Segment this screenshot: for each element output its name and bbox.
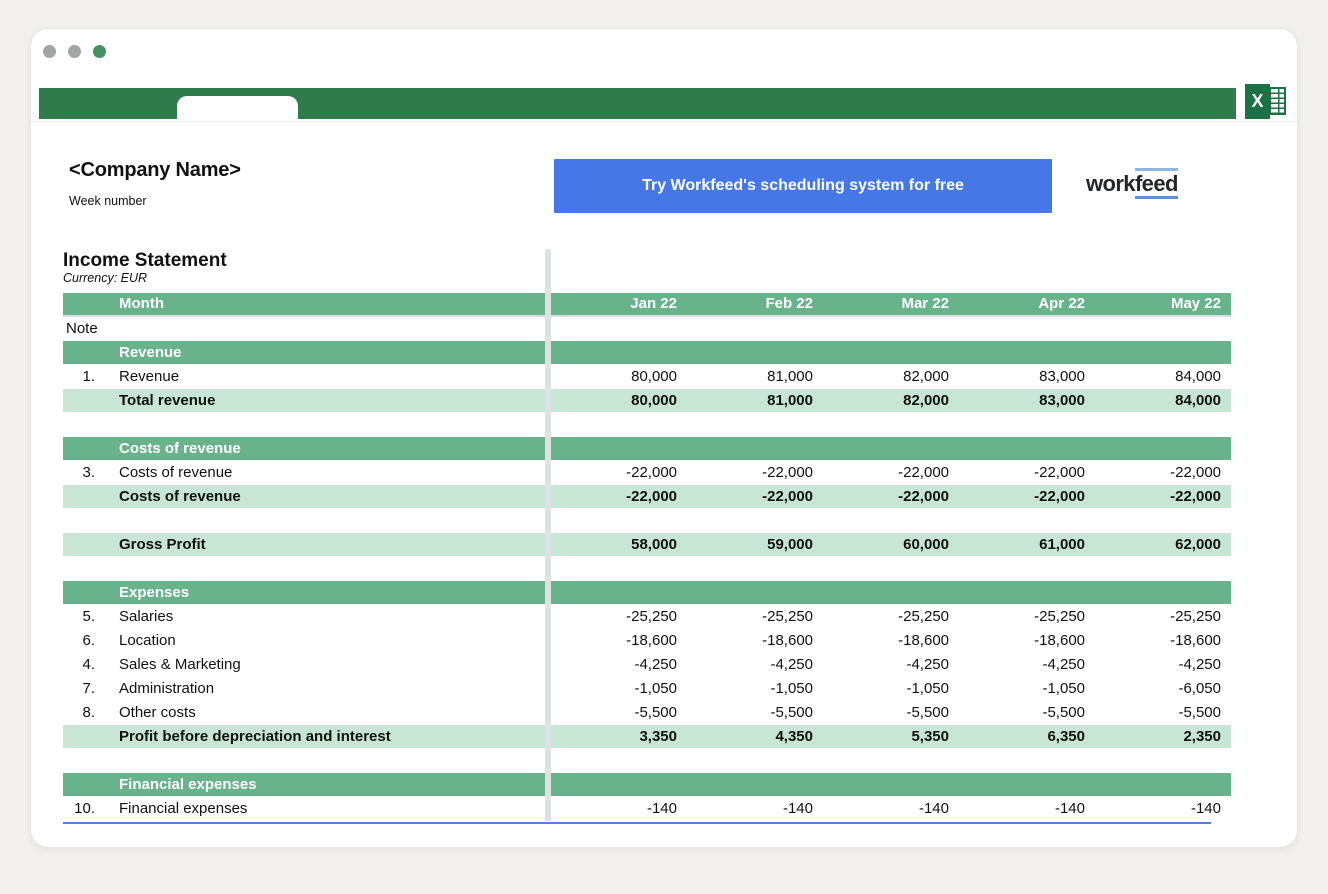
value-cell[interactable] [551, 317, 687, 341]
value-cell[interactable]: 83,000 [1039, 368, 1085, 386]
value-cell[interactable]: 82,000 [903, 391, 949, 409]
note-cell[interactable] [63, 773, 111, 796]
value-cell[interactable] [823, 317, 959, 341]
value-cell[interactable]: 83,000 [1039, 391, 1085, 409]
column-divider [545, 249, 551, 821]
value-cell[interactable]: -22,000 [762, 487, 813, 505]
value-cell[interactable] [823, 581, 959, 604]
value-cell[interactable]: -5,500 [1178, 704, 1221, 722]
week-number-label: Week number [69, 194, 147, 208]
value-cell[interactable] [959, 773, 1095, 796]
value-cell[interactable]: 60,000 [903, 535, 949, 553]
label-cell[interactable]: Location [119, 632, 176, 650]
value-cell[interactable]: -25,250 [762, 608, 813, 626]
item-row [63, 677, 1231, 701]
month-header-cell[interactable]: Apr 22 [1038, 295, 1085, 313]
value-cell[interactable]: 62,000 [1175, 535, 1221, 553]
value-cell[interactable] [1095, 437, 1231, 460]
value-cell[interactable]: -18,600 [898, 632, 949, 650]
window-control-dot[interactable] [43, 45, 56, 58]
label-cell[interactable]: Sales & Marketing [119, 656, 241, 674]
value-cell[interactable] [959, 341, 1095, 364]
value-cell[interactable]: -25,250 [626, 608, 677, 626]
value-cell[interactable] [551, 773, 687, 796]
value-cell[interactable]: -22,000 [1170, 464, 1221, 482]
value-cell[interactable]: -140 [646, 800, 677, 818]
sheet-tab[interactable] [177, 96, 298, 119]
note-cell[interactable] [63, 581, 111, 604]
value-cell[interactable] [687, 773, 823, 796]
value-cell[interactable]: -5,500 [634, 704, 677, 722]
value-cell[interactable]: -25,250 [1034, 608, 1085, 626]
item-row [63, 629, 1231, 653]
value-cell[interactable]: -6,050 [1178, 680, 1221, 698]
label-cell[interactable]: Salaries [119, 608, 174, 626]
value-cell[interactable]: -22,000 [626, 464, 677, 482]
label-cell[interactable]: Profit before depreciation and interest [119, 727, 391, 745]
sheet-title: Income Statement [63, 250, 227, 271]
note-cell[interactable]: 3. [82, 464, 95, 482]
value-cell[interactable]: 84,000 [1175, 368, 1221, 386]
selection-underline [63, 822, 1211, 824]
blank-row [63, 749, 1231, 773]
value-cell[interactable]: -25,250 [1170, 608, 1221, 626]
value-cell[interactable]: -22,000 [898, 464, 949, 482]
label-cell[interactable]: Revenue [119, 343, 182, 361]
value-cell[interactable]: 81,000 [767, 368, 813, 386]
value-cell[interactable] [1095, 581, 1231, 604]
value-cell[interactable]: 80,000 [631, 368, 677, 386]
value-cell[interactable]: 58,000 [631, 535, 677, 553]
value-cell[interactable]: -18,600 [762, 632, 813, 650]
note-cell[interactable] [63, 293, 111, 315]
month-header-cell[interactable]: Mar 22 [901, 295, 949, 313]
value-cell[interactable]: -4,250 [770, 656, 813, 674]
window-card [30, 28, 1298, 848]
blank-row [63, 557, 1231, 581]
value-cell[interactable]: -140 [782, 800, 813, 818]
note-cell[interactable]: 8. [82, 704, 95, 722]
item-row [63, 701, 1231, 725]
value-cell[interactable] [1095, 341, 1231, 364]
note-row [63, 317, 1231, 341]
section-row [63, 437, 1231, 461]
excel-x-icon: X [1245, 84, 1270, 119]
income-table [63, 293, 1231, 824]
value-cell[interactable] [551, 437, 687, 460]
value-cell[interactable]: 2,350 [1183, 727, 1221, 745]
excel-icon [1245, 84, 1286, 119]
chrome-divider [31, 121, 1297, 122]
note-header-cell[interactable]: Note [66, 320, 98, 338]
month-header-row [63, 293, 1231, 317]
value-cell[interactable]: -140 [918, 800, 949, 818]
label-cell[interactable]: Other costs [119, 704, 196, 722]
value-cell[interactable]: 59,000 [767, 535, 813, 553]
value-cell[interactable]: -1,050 [770, 680, 813, 698]
month-header-cell[interactable]: Month [119, 295, 164, 313]
month-header-cell[interactable]: May 22 [1170, 295, 1221, 313]
label-cell[interactable]: Costs of revenue [119, 439, 241, 457]
value-cell[interactable]: -140 [1054, 800, 1085, 818]
note-cell[interactable]: 10. [74, 800, 95, 818]
value-cell[interactable]: -22,000 [762, 464, 813, 482]
label-cell[interactable] [111, 317, 545, 341]
value-cell[interactable]: -22,000 [1170, 487, 1221, 505]
value-cell[interactable]: -1,050 [634, 680, 677, 698]
label-cell[interactable]: Total revenue [119, 391, 216, 409]
note-cell[interactable] [63, 341, 111, 364]
note-cell[interactable]: 7. [82, 680, 95, 698]
value-cell[interactable] [687, 581, 823, 604]
label-cell[interactable]: Costs of revenue [119, 487, 241, 505]
company-name: <Company Name> [69, 159, 241, 181]
window-control-dot[interactable] [68, 45, 81, 58]
value-cell[interactable] [551, 341, 687, 364]
value-cell[interactable]: -4,250 [1178, 656, 1221, 674]
value-cell[interactable]: -18,600 [1034, 632, 1085, 650]
window-controls [43, 45, 106, 58]
month-header-cell[interactable]: Jan 22 [630, 295, 677, 313]
value-cell[interactable] [687, 437, 823, 460]
label-cell[interactable]: Costs of revenue [119, 464, 233, 482]
label-cell[interactable]: Revenue [119, 368, 180, 386]
value-cell[interactable]: 80,000 [631, 391, 677, 409]
value-cell[interactable]: 6,350 [1047, 727, 1085, 745]
label-cell[interactable]: Expenses [119, 583, 190, 601]
label-cell[interactable]: Financial expenses [119, 775, 257, 793]
cta-button[interactable]: Try Workfeed's scheduling system for free [554, 159, 1052, 213]
value-cell[interactable]: -25,250 [898, 608, 949, 626]
value-cell[interactable]: -18,600 [1170, 632, 1221, 650]
value-cell[interactable]: -22,000 [626, 487, 677, 505]
value-cell[interactable] [959, 581, 1095, 604]
window-control-dot[interactable] [93, 45, 106, 58]
value-cell[interactable]: -4,250 [634, 656, 677, 674]
section-row [63, 341, 1231, 365]
value-cell[interactable]: -5,500 [906, 704, 949, 722]
value-cell[interactable]: -22,000 [898, 487, 949, 505]
month-header-cell[interactable]: Feb 22 [765, 295, 813, 313]
note-cell[interactable] [63, 725, 111, 748]
logo-text-feed: feed [1135, 168, 1178, 199]
value-cell[interactable] [1095, 773, 1231, 796]
value-cell[interactable]: 84,000 [1175, 391, 1221, 409]
total-row [63, 485, 1231, 509]
note-cell[interactable]: 4. [82, 656, 95, 674]
note-cell[interactable]: 5. [82, 608, 95, 626]
value-cell[interactable]: -1,050 [906, 680, 949, 698]
value-cell[interactable]: -18,600 [626, 632, 677, 650]
value-cell[interactable]: -5,500 [770, 704, 813, 722]
note-cell[interactable]: 1. [82, 368, 95, 386]
income-statement-sheet [63, 251, 1231, 824]
value-cell[interactable]: 61,000 [1039, 535, 1085, 553]
item-row [63, 653, 1231, 677]
value-cell[interactable]: -5,500 [1042, 704, 1085, 722]
value-cell[interactable]: -140 [1190, 800, 1221, 818]
blank-row [63, 413, 1231, 437]
label-cell[interactable]: Gross Profit [119, 535, 206, 553]
value-cell[interactable]: -22,000 [1034, 487, 1085, 505]
note-cell[interactable] [63, 389, 111, 412]
note-cell[interactable] [63, 485, 111, 508]
section-row [63, 773, 1231, 797]
value-cell[interactable] [687, 317, 823, 341]
note-cell[interactable] [63, 533, 111, 556]
total-row [63, 725, 1231, 749]
value-cell[interactable] [1095, 317, 1231, 341]
value-cell[interactable]: 5,350 [911, 727, 949, 745]
section-row [63, 581, 1231, 605]
item-row [63, 365, 1231, 389]
total-row [63, 533, 1231, 557]
label-cell[interactable]: Financial expenses [119, 800, 248, 818]
value-cell[interactable]: -4,250 [906, 656, 949, 674]
item-row [63, 461, 1231, 485]
value-cell[interactable]: -22,000 [1034, 464, 1085, 482]
value-cell[interactable] [687, 341, 823, 364]
blank-row [63, 509, 1231, 533]
logo-text-work: work [1086, 171, 1135, 196]
value-cell[interactable] [959, 437, 1095, 460]
value-cell[interactable] [823, 341, 959, 364]
workfeed-logo[interactable] [1086, 171, 1178, 197]
item-row [63, 797, 1231, 821]
value-cell[interactable] [823, 773, 959, 796]
note-cell[interactable]: 6. [82, 632, 95, 650]
currency-note: Currency: EUR [63, 270, 148, 285]
value-cell[interactable] [551, 581, 687, 604]
value-cell[interactable]: -1,050 [1042, 680, 1085, 698]
value-cell[interactable]: 81,000 [767, 391, 813, 409]
value-cell[interactable] [823, 437, 959, 460]
value-cell[interactable] [959, 317, 1095, 341]
value-cell[interactable]: 82,000 [903, 368, 949, 386]
ribbon-bar [39, 88, 1236, 119]
excel-sheet-icon [1269, 87, 1286, 115]
item-row [63, 605, 1231, 629]
note-cell[interactable] [63, 437, 111, 460]
total-row [63, 389, 1231, 413]
value-cell[interactable]: 3,350 [639, 727, 677, 745]
value-cell[interactable]: 4,350 [775, 727, 813, 745]
value-cell[interactable]: -4,250 [1042, 656, 1085, 674]
label-cell[interactable]: Administration [119, 680, 215, 698]
